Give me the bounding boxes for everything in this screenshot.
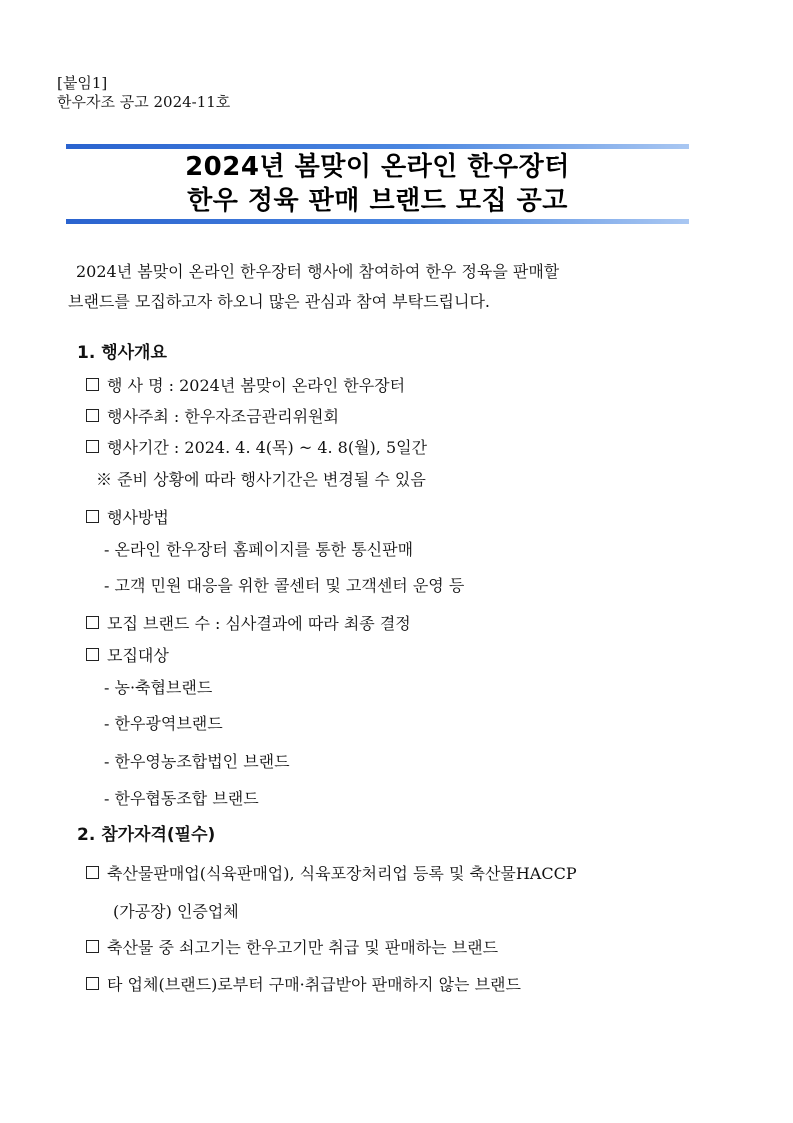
- checkbox-icon: [86, 440, 99, 453]
- period-note: ※ 준비 상황에 따라 행사기간은 변경될 수 있음: [96, 470, 426, 489]
- event-name-item: [86, 376, 405, 396]
- checkbox-icon: [86, 866, 99, 879]
- target-sub-item: - 한우협동조합 브랜드: [104, 789, 259, 808]
- method-sub-item: - 고객 민원 대응을 위한 콜센터 및 고객센터 운영 등: [104, 576, 465, 595]
- checkbox-icon: [86, 409, 99, 422]
- method-text: 행사방법: [107, 508, 169, 527]
- brand-count-text: 모집 브랜드 수 : 심사결과에 따라 최종 결정: [107, 614, 411, 633]
- checkbox-icon: [86, 616, 99, 629]
- intro-line-1: 2024년 봄맞이 온라인 한우장터 행사에 참여하여 한우 정육을 판매할: [76, 262, 560, 281]
- qualification-continuation: (가공장) 인증업체: [113, 902, 239, 921]
- notice-number: 한우자조 공고 2024-11호: [57, 93, 231, 111]
- method-item: [86, 508, 169, 528]
- brand-count-item: [86, 614, 411, 634]
- qualification-item: [86, 975, 521, 995]
- title-line-1: 2024년 봄맞이 온라인 한우장터: [185, 152, 570, 182]
- qualification-item: [86, 864, 577, 884]
- checkbox-icon: [86, 940, 99, 953]
- section-2-heading: 2. 참가자격(필수): [77, 825, 216, 845]
- event-name-text: 행 사 명 : 2024년 봄맞이 온라인 한우장터: [107, 376, 406, 395]
- intro-line-2: 브랜드를 모집하고자 하오니 많은 관심과 참여 부탁드립니다.: [68, 292, 491, 311]
- target-sub-item: - 한우광역브랜드: [104, 714, 223, 733]
- section-1-heading: 1. 행사개요: [77, 343, 167, 363]
- method-sub-item: - 온라인 한우장터 홈페이지를 통한 통신판매: [104, 540, 414, 559]
- host-text: 행사주최 : 한우자조금관리위원회: [107, 407, 339, 426]
- checkbox-icon: [86, 378, 99, 391]
- qualification-item: [86, 938, 498, 958]
- period-text: 행사기간 : 2024. 4. 4(목) ~ 4. 8(월), 5일간: [107, 438, 428, 457]
- qualification-text: 타 업체(브랜드)로부터 구매·취급받아 판매하지 않는 브랜드: [107, 975, 521, 994]
- target-sub-item: - 한우영농조합법인 브랜드: [104, 752, 290, 771]
- qualification-text: 축산물 중 쇠고기는 한우고기만 취급 및 판매하는 브랜드: [107, 938, 499, 957]
- host-item: [86, 407, 339, 427]
- qualification-text: 축산물판매업(식육판매업), 식육포장처리업 등록 및 축산물HACCP: [107, 864, 577, 883]
- title-bottom-bar: [66, 219, 689, 224]
- title-line-2: 한우 정육 판매 브랜드 모집 공고: [187, 186, 568, 216]
- target-item: [86, 646, 169, 666]
- checkbox-icon: [86, 977, 99, 990]
- title-top-bar: [66, 144, 689, 149]
- checkbox-icon: [86, 648, 99, 661]
- target-sub-item: - 농·축협브랜드: [104, 678, 213, 697]
- checkbox-icon: [86, 510, 99, 523]
- target-text: 모집대상: [107, 646, 169, 665]
- attachment-label: [붙임1]: [57, 74, 108, 92]
- period-item: [86, 438, 427, 458]
